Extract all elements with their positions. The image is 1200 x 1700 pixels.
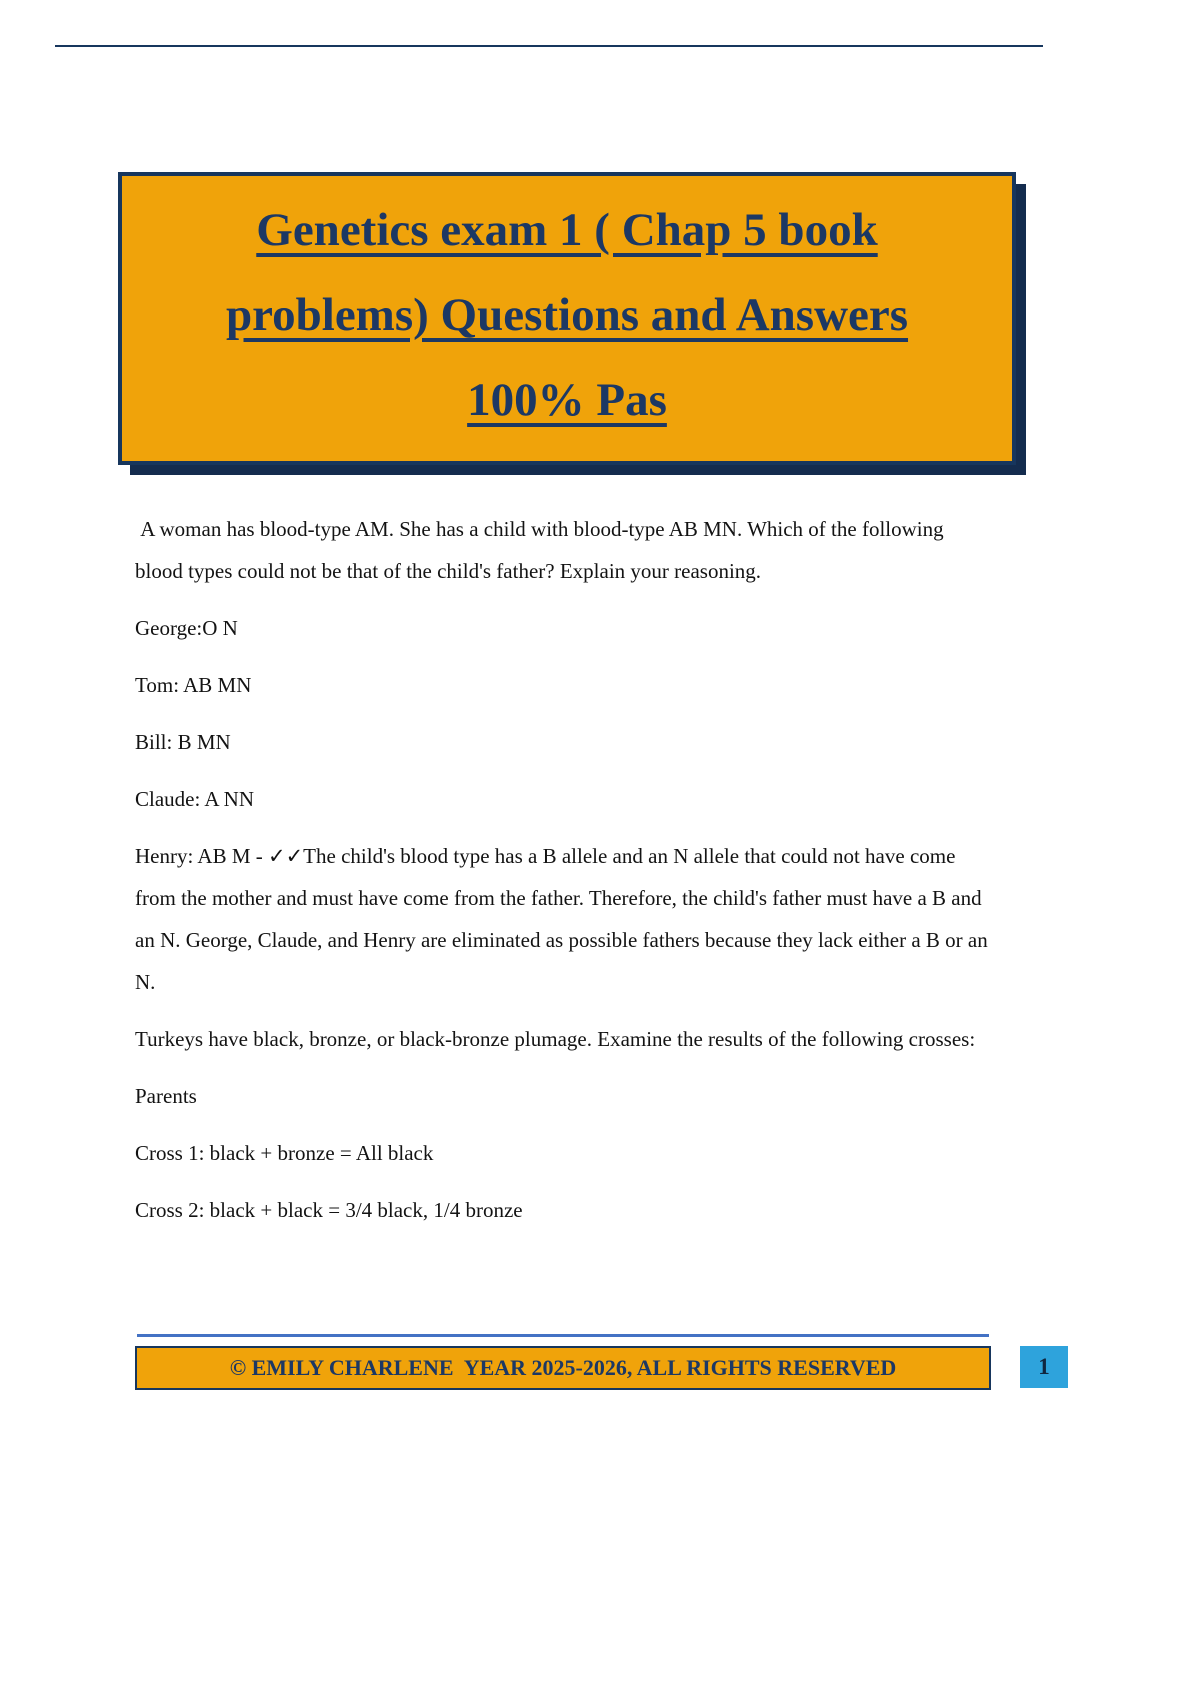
page-number: 1 [1038, 1354, 1050, 1379]
copyright-text: © EMILY CHARLENE YEAR 2025-2026, ALL RIGHTS RESERVED [229, 1355, 897, 1380]
paragraph-option-george: George:O N [135, 616, 238, 640]
paragraph-option-claude: Claude: A NN [135, 787, 254, 811]
footer-horizontal-rule [137, 1334, 989, 1337]
title-box [118, 172, 1016, 465]
title-line-2: problems) Questions and Answers [225, 289, 909, 341]
footer-copyright-bar [135, 1346, 991, 1390]
paragraph-question-2: Turkeys have black, bronze, or black-bronze plumage. Examine the results of the following crosses: [135, 1027, 976, 1051]
paragraph-cross-2: Cross 2: black + black = 3/4 black, 1/4 bronze [135, 1198, 523, 1222]
paragraph-parents-label: Parents [135, 1084, 197, 1108]
paragraph-answer-henry: Henry: AB M - ✓✓The child's blood type has a B allele and an N allele that could not have come from the mother and must have come from the father. Therefore, the child's father must have a B and an N. George, Claude, and Henry are eliminated as possible fathers because they lack either a B or an N. [135, 844, 993, 994]
title-line-3: 100% Pas [467, 374, 667, 426]
paragraph-cross-1: Cross 1: black + bronze = All black [135, 1141, 434, 1165]
document-body [135, 508, 991, 1246]
page-number-badge [1020, 1346, 1068, 1388]
paragraph-option-bill: Bill: B MN [135, 730, 231, 754]
top-horizontal-rule [55, 45, 1043, 47]
paragraph-option-tom: Tom: AB MN [135, 673, 252, 697]
paragraph-question-1: A woman has blood-type AM. She has a child with blood-type AB MN. Which of the following blood types could not be that of the child's father? Explain your reasoning. [135, 517, 949, 583]
title-line-1: Genetics exam 1 ( Chap 5 book [256, 204, 878, 256]
